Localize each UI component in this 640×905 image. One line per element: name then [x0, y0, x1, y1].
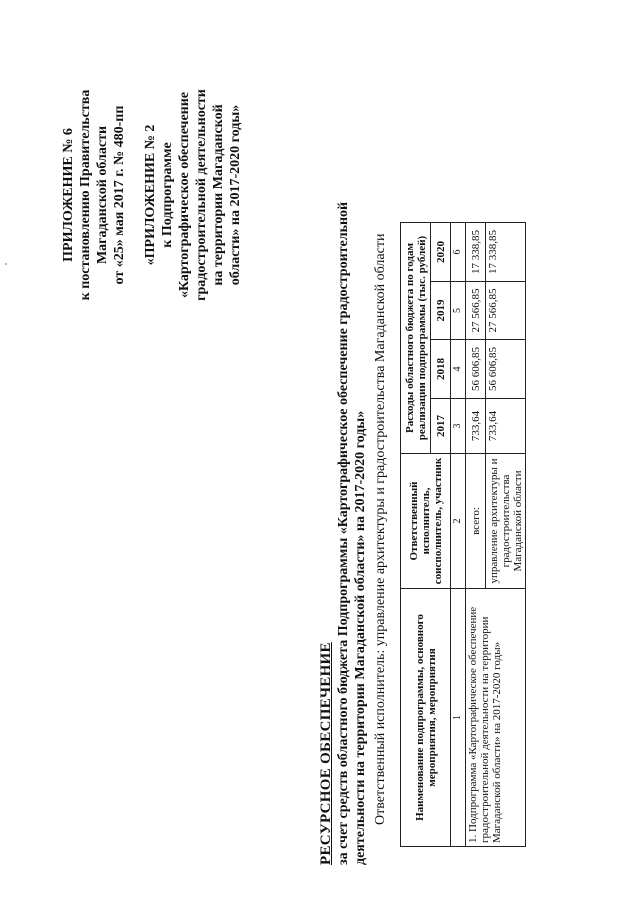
- table-cell: 17 338,85: [466, 223, 486, 282]
- header-line: на территории Магаданской: [211, 104, 226, 286]
- resource-table: [400, 222, 526, 847]
- header-line: «Картографическое обеспечение: [177, 91, 192, 299]
- table-cell: 733,64: [466, 399, 486, 454]
- col-header-executor: Ответственный исполнитель, соисполнитель, участник: [401, 454, 451, 589]
- table-cell: 56 606,85: [486, 340, 526, 399]
- column-number: 2: [451, 454, 466, 589]
- col-header-expenses: Расходы областного бюджета по годам реализации подпрограммы (тыс. рублей): [401, 223, 431, 454]
- document-title: [318, 165, 369, 865]
- responsible-executor: Ответственный исполнитель: управление архитектуры и градостроительства Магаданской области: [373, 233, 388, 825]
- title-main: РЕСУРСНОЕ ОБЕСПЕЧЕНИЕ: [318, 642, 334, 865]
- column-number: 1: [451, 589, 466, 847]
- header-line: от «25» мая 2017 г. № 480-пп: [112, 105, 127, 285]
- column-number: 5: [451, 282, 466, 340]
- year-header: 2018: [431, 340, 451, 399]
- header-line: к постановлению Правительства: [78, 89, 93, 301]
- header-line: области» на 2017-2020 годы»: [228, 104, 243, 286]
- table-cell: 17 338,85: [486, 223, 526, 282]
- col-header-name: Наименование подпрограммы, основного мероприятия, мероприятия: [401, 589, 451, 847]
- title-line: деятельности на территории Магаданской области» на 2017-2020 годы»: [353, 410, 368, 865]
- title-line: за счет средств областного бюджета Подпрограммы «Картографическое обеспечение градостроительной: [336, 201, 351, 865]
- appendix-header: [60, 45, 244, 345]
- scan-artifact: [5, 263, 7, 265]
- year-header: 2017: [431, 399, 451, 454]
- table-cell: 27 566,85: [466, 282, 486, 340]
- table-cell: 56 606,85: [466, 340, 486, 399]
- appendix-2-title: «ПРИЛОЖЕНИЕ № 2: [143, 124, 158, 266]
- table-cell: 27 566,85: [486, 282, 526, 340]
- year-header: 2020: [431, 223, 451, 282]
- table-cell: 733,64: [486, 399, 526, 454]
- column-number: 4: [451, 340, 466, 399]
- subprogram-name: 1. Подпрограмма «Картографическое обеспечение градостроительной деятельности на территории Магаданской области» на 2017-2020 годы»: [466, 589, 526, 847]
- header-line: к Подпрограмме: [160, 142, 175, 248]
- header-line: градостроительной деятельности: [194, 89, 209, 301]
- row-label-executor: управление архитектуры и градостроительства Магаданской области: [486, 454, 526, 589]
- column-number: 6: [451, 223, 466, 282]
- header-line: Магаданской области: [95, 125, 110, 265]
- row-label-total: всего:: [466, 454, 486, 589]
- appendix-6-title: ПРИЛОЖЕНИЕ № 6: [61, 128, 76, 262]
- column-number: 3: [451, 399, 466, 454]
- year-header: 2019: [431, 282, 451, 340]
